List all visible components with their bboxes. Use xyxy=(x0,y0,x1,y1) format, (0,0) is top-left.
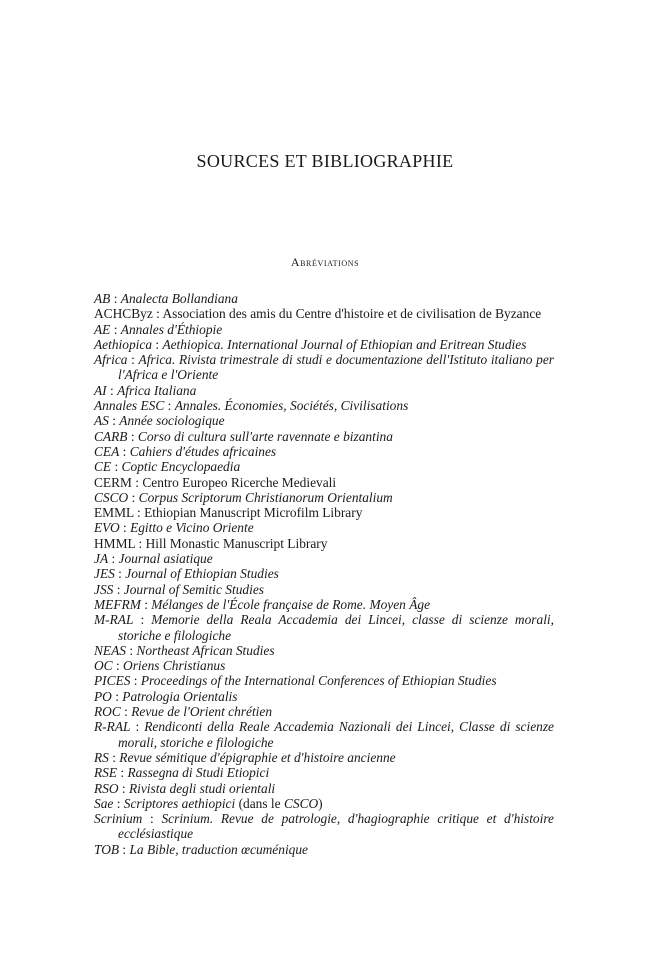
abbreviation-expansion: Memorie della Reala Accademia dei Lincei, classe di scienze morali, storiche e filologiche xyxy=(118,612,554,643)
abbreviation-term: RS xyxy=(94,749,109,765)
abbreviation-entry xyxy=(94,719,554,750)
abbreviation-separator: : xyxy=(126,642,137,658)
abbreviation-expansion: Annales d'Éthiopie xyxy=(120,321,223,337)
abbreviation-separator: : xyxy=(131,474,143,490)
abbreviation-expansion: Cahiers d'études africaines xyxy=(129,443,277,459)
abbreviation-entry xyxy=(94,612,554,643)
abbreviation-entry xyxy=(94,765,554,780)
abbreviation-expansion: Rivista degli studi orientali xyxy=(128,780,276,796)
abbreviation-entry xyxy=(94,398,554,413)
abbreviation-separator: : xyxy=(119,841,130,857)
abbreviation-note-ref: CSCO xyxy=(283,795,319,811)
abbreviation-separator: : xyxy=(133,505,145,521)
abbreviation-term: ROC xyxy=(94,704,121,720)
abbreviation-expansion: Ethiopian Manuscript Microfilm Library xyxy=(144,505,363,521)
abbreviation-expansion: Patrologia Orientalis xyxy=(122,688,238,704)
abbreviation-term: CSCO xyxy=(94,489,129,505)
abbreviation-entry xyxy=(94,413,554,428)
abbreviation-separator: : xyxy=(108,551,119,567)
abbreviation-entry xyxy=(94,597,554,612)
abbreviation-expansion: Hill Monastic Manuscript Library xyxy=(145,535,328,551)
abbreviation-note-close: ) xyxy=(318,795,323,811)
abbreviation-expansion: Journal asiatique xyxy=(118,551,213,567)
abbreviation-entry xyxy=(94,796,554,811)
abbreviation-entry xyxy=(94,322,554,337)
abbreviation-expansion: Scrinium. Revue de patrologie, d'hagiographie critique et d'histoire ecclésiastique xyxy=(118,811,554,842)
abbreviation-expansion: Oriens Christianus xyxy=(123,658,226,674)
abbreviation-term: MEFRM xyxy=(94,596,141,612)
abbreviation-separator: : xyxy=(120,704,132,720)
abbreviation-separator: : xyxy=(110,291,121,306)
abbreviation-term: NEAS xyxy=(94,642,126,658)
abbreviation-separator: : xyxy=(152,306,163,322)
abbreviation-separator: : xyxy=(112,658,124,674)
abbreviation-term: R-RAL xyxy=(94,719,131,735)
abbreviation-term: CERM xyxy=(94,474,132,490)
abbreviation-expansion: Revue de l'Orient chrétien xyxy=(131,704,273,720)
abbreviation-entry xyxy=(94,490,554,505)
abbreviation-term: EMML xyxy=(94,505,134,521)
abbreviation-expansion: Africa. Rivista trimestrale di studi e documentazione dell'Istituto italiano per l'Africa e l'Oriente xyxy=(118,352,554,383)
abbreviation-separator: : xyxy=(113,795,124,811)
abbreviation-entry xyxy=(94,306,554,321)
abbreviation-term: Annales ESC xyxy=(94,398,165,414)
abbreviation-term: RSO xyxy=(94,780,119,796)
abbreviation-entry xyxy=(94,536,554,551)
abbreviation-entry xyxy=(94,444,554,459)
abbreviation-entry xyxy=(94,781,554,796)
abbreviation-expansion: Rassegna di Studi Etiopici xyxy=(127,765,270,781)
abbreviation-separator: : xyxy=(142,811,162,827)
abbreviation-separator: : xyxy=(135,535,146,551)
abbreviation-separator: : xyxy=(119,443,130,459)
abbreviation-separator: : xyxy=(127,352,139,368)
abbreviation-separator: : xyxy=(111,688,123,704)
abbreviation-entry xyxy=(94,383,554,398)
abbreviation-term: CEA xyxy=(94,443,120,459)
abbreviation-term: ACHCByz xyxy=(94,306,153,322)
abbreviation-term: Scrinium xyxy=(94,811,143,827)
abbreviation-expansion: Proceedings of the International Conferences of Ethiopian Studies xyxy=(140,673,497,689)
abbreviation-term: Africa xyxy=(94,352,128,368)
abbreviation-separator: : xyxy=(117,765,128,781)
abbreviation-expansion: Aethiopica. International Journal of Ethiopian and Eritrean Studies xyxy=(162,336,527,352)
abbreviation-expansion: Rendiconti della Reale Accademia Nazionali dei Lincei, Classe di scienze morali, storiche e filologiche xyxy=(118,719,554,750)
section-subtitle: Abréviations xyxy=(290,255,360,269)
abbreviation-separator: : xyxy=(128,489,139,505)
abbreviation-term: AE xyxy=(94,321,111,337)
abbreviation-term: JA xyxy=(94,551,109,567)
abbreviation-expansion: Egitto e Vicino Oriente xyxy=(130,520,254,536)
abbreviation-entry xyxy=(94,291,554,306)
abbreviation-expansion: Analecta Bollandiana xyxy=(120,291,238,306)
abbreviation-entry xyxy=(94,582,554,597)
abbreviation-separator: : xyxy=(111,459,122,475)
abbreviation-expansion: Northeast African Studies xyxy=(136,642,275,658)
abbreviation-entry xyxy=(94,643,554,658)
abbreviation-term: CE xyxy=(94,459,112,475)
abbreviation-entry xyxy=(94,475,554,490)
abbreviation-separator: : xyxy=(164,398,175,414)
abbreviation-separator: : xyxy=(113,581,124,597)
abbreviation-term: PICES xyxy=(94,673,131,689)
abbreviation-term: AB xyxy=(94,291,111,306)
abbreviation-separator: : xyxy=(140,596,152,612)
abbreviations-list xyxy=(94,291,554,857)
abbreviation-expansion: Centro Europeo Ricerche Medievali xyxy=(142,474,337,490)
abbreviation-expansion: Coptic Encyclopaedia xyxy=(121,459,241,475)
abbreviation-separator: : xyxy=(108,413,120,429)
abbreviation-entry xyxy=(94,520,554,535)
abbreviation-separator: : xyxy=(133,612,152,628)
abbreviation-entry xyxy=(94,658,554,673)
abbreviation-expansion: Scriptores aethiopici xyxy=(123,795,236,811)
abbreviation-entry xyxy=(94,566,554,581)
abbreviation-note-open: (dans le xyxy=(235,795,284,811)
abbreviation-entry xyxy=(94,811,554,842)
abbreviation-expansion: Année sociologique xyxy=(119,413,225,429)
abbreviation-term: JSS xyxy=(94,581,114,597)
abbreviation-separator: : xyxy=(110,321,121,337)
abbreviation-term: OC xyxy=(94,658,113,674)
abbreviation-term: Sae xyxy=(94,795,114,811)
abbreviation-entry xyxy=(94,842,554,857)
abbreviation-term: TOB xyxy=(94,841,120,857)
abbreviation-term: RSE xyxy=(94,765,118,781)
abbreviation-term: HMML xyxy=(94,535,136,551)
abbreviation-term: AI xyxy=(94,382,107,398)
abbreviation-entry xyxy=(94,704,554,719)
abbreviation-expansion: Annales. Économies, Sociétés, Civilisations xyxy=(174,398,409,414)
abbreviation-term: AS xyxy=(94,413,109,429)
page-title: SOURCES ET BIBLIOGRAPHIE xyxy=(196,151,454,171)
abbreviation-separator: : xyxy=(130,673,141,689)
abbreviation-term: JES xyxy=(94,566,115,582)
abbreviation-entry xyxy=(94,673,554,688)
abbreviation-expansion: Corso di cultura sull'arte ravennate e bizantina xyxy=(137,428,393,444)
abbreviation-term: M-RAL xyxy=(94,612,134,628)
abbreviation-term: Aethiopica xyxy=(94,336,153,352)
abbreviation-separator: : xyxy=(114,566,126,582)
abbreviation-term: EVO xyxy=(94,520,120,536)
abbreviation-expansion: Journal of Ethiopian Studies xyxy=(125,566,279,582)
abbreviation-expansion: Mélanges de l'École française de Rome. Moyen Âge xyxy=(151,596,431,612)
abbreviation-expansion: Association des amis du Centre d'histoire et de civilisation de Byzance xyxy=(162,306,542,322)
abbreviation-separator: : xyxy=(152,336,163,352)
abbreviation-expansion: Corpus Scriptorum Christianorum Orientalium xyxy=(138,489,393,505)
abbreviation-entry xyxy=(94,551,554,566)
abbreviation-expansion: Africa Italiana xyxy=(117,382,197,398)
abbreviation-separator: : xyxy=(119,520,131,536)
abbreviation-separator: : xyxy=(106,382,118,398)
abbreviation-separator: : xyxy=(108,749,120,765)
abbreviation-term: PO xyxy=(94,688,112,704)
abbreviation-entry xyxy=(94,429,554,444)
abbreviation-separator: : xyxy=(127,428,138,444)
abbreviation-expansion: Journal of Semitic Studies xyxy=(123,581,264,597)
abbreviation-expansion: La Bible, traduction œcuménique xyxy=(129,841,309,857)
abbreviation-entry xyxy=(94,750,554,765)
abbreviation-separator: : xyxy=(118,780,129,796)
abbreviation-expansion: Revue sémitique d'épigraphie et d'histoire ancienne xyxy=(119,749,396,765)
abbreviation-separator: : xyxy=(130,719,145,735)
abbreviation-entry xyxy=(94,689,554,704)
abbreviation-term: CARB xyxy=(94,428,128,444)
abbreviation-entry xyxy=(94,505,554,520)
abbreviation-entry xyxy=(94,459,554,474)
abbreviation-entry xyxy=(94,337,554,352)
abbreviation-entry xyxy=(94,352,554,383)
